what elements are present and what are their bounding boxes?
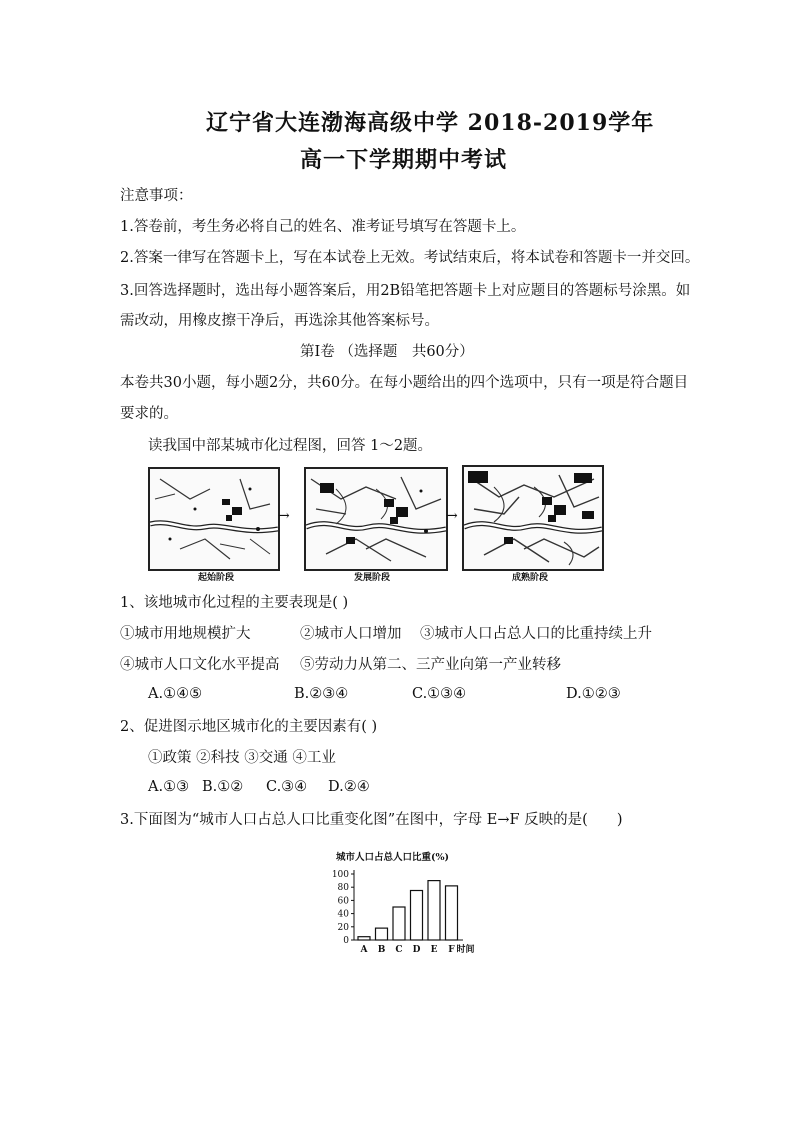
q1-stem: 1、该地城市化过程的主要表现是( ) [120, 595, 349, 611]
q1-option-c[interactable]: C.①③④ [412, 686, 467, 702]
q1-statement-1: ①城市用地规模扩大 [120, 626, 251, 642]
q1-option-d[interactable]: D.①②③ [566, 686, 621, 702]
y-tick-label: 100 [331, 870, 349, 880]
page-subtitle: 高一下学期期中考试 [300, 147, 508, 173]
q2-option-d[interactable]: D.②④ [328, 779, 370, 795]
caption-development: 发展阶段 [354, 573, 391, 583]
caption-initial: 起始阶段 [198, 573, 235, 583]
bar-D [411, 891, 423, 941]
arrow-1-icon: → [278, 508, 290, 524]
q1-statement-3: ③城市人口占总人口的比重持续上升 [420, 626, 652, 642]
notice-item-2: 2.答案一律写在答题卡上，写在本试卷上无效。考试结束后，将本试卷和答题卡一并交回。 [120, 250, 700, 266]
arrow-2-icon: → [446, 508, 458, 524]
y-tick-label: 40 [337, 909, 349, 920]
q1-option-b[interactable]: B.②③④ [294, 686, 349, 702]
y-tick-label: 80 [337, 883, 349, 894]
q2-option-b[interactable]: B.①② [202, 779, 244, 795]
bar-E [428, 881, 440, 940]
section-title: 第Ⅰ卷 （选择题 共60分） [300, 344, 474, 360]
notice-item-3: 3.回答选择题时，选出每小题答案后，用2B铅笔把答题卡上对应题目的答题标号涂黑。如 [120, 283, 691, 299]
y-tick-label: 20 [337, 922, 349, 933]
x-tick-label: C [395, 945, 403, 955]
map-initial-stage [148, 467, 280, 571]
page-title: 辽宁省大连渤海高级中学 2018-2019学年 [206, 110, 655, 136]
q1-statement-2: ②城市人口增加 [300, 626, 402, 642]
x-tick-label: D [412, 945, 421, 955]
bar-A [358, 937, 370, 940]
map-mature-stage [462, 465, 604, 571]
y-tick-label: 0 [343, 936, 349, 946]
bar-B [376, 928, 388, 940]
caption-mature: 成熟阶段 [512, 573, 549, 583]
notice-heading: 注意事项： [120, 188, 193, 204]
q1-statement-5: ⑤劳动力从第二、三产业向第一产业转移 [300, 657, 561, 673]
x-tick-label: E [430, 945, 438, 955]
x-tick-label: A [360, 945, 368, 955]
notice-item-1: 1.答卷前，考生务必将自己的姓名、准考证号填写在答题卡上。 [120, 219, 526, 235]
q1-option-a[interactable]: A.①④⑤ [148, 686, 203, 702]
bar-C [393, 907, 405, 940]
section-desc-cont: 要求的。 [120, 406, 178, 422]
q2-option-c[interactable]: C.③④ [266, 779, 308, 795]
chart-title: 城市人口占总人口比重(%) [336, 852, 450, 863]
figure1-intro: 读我国中部某城市化过程图，回答 1～2题。 [148, 438, 433, 454]
map-development-stage [304, 467, 448, 571]
q2-stem: 2、促进图示地区城市化的主要因素有( ) [120, 719, 378, 735]
q1-statement-4: ④城市人口文化水平提高 [120, 657, 280, 673]
q2-factors: ①政策 ②科技 ③交通 ④工业 [148, 750, 336, 766]
x-tick-label: B [377, 945, 386, 955]
y-tick-label: 60 [337, 896, 349, 907]
x-axis-label: 时间 [456, 945, 475, 955]
q3-stem: 3.下面图为“城市人口占总人口比重变化图”在图中，字母 E→F 反映的是( ) [120, 812, 623, 828]
urban-population-chart [318, 848, 488, 958]
x-tick-label: F [448, 945, 455, 955]
section-desc: 本卷共30小题，每小题2分，共60分。在每小题给出的四个选项中，只有一项是符合题目 [120, 375, 689, 391]
notice-item-3-cont: 需改动，用橡皮擦干净后，再选涂其他答案标号。 [120, 313, 439, 329]
chart-bars [358, 881, 458, 940]
q2-option-a[interactable]: A.①③ [148, 779, 190, 795]
bar-F [446, 886, 458, 940]
